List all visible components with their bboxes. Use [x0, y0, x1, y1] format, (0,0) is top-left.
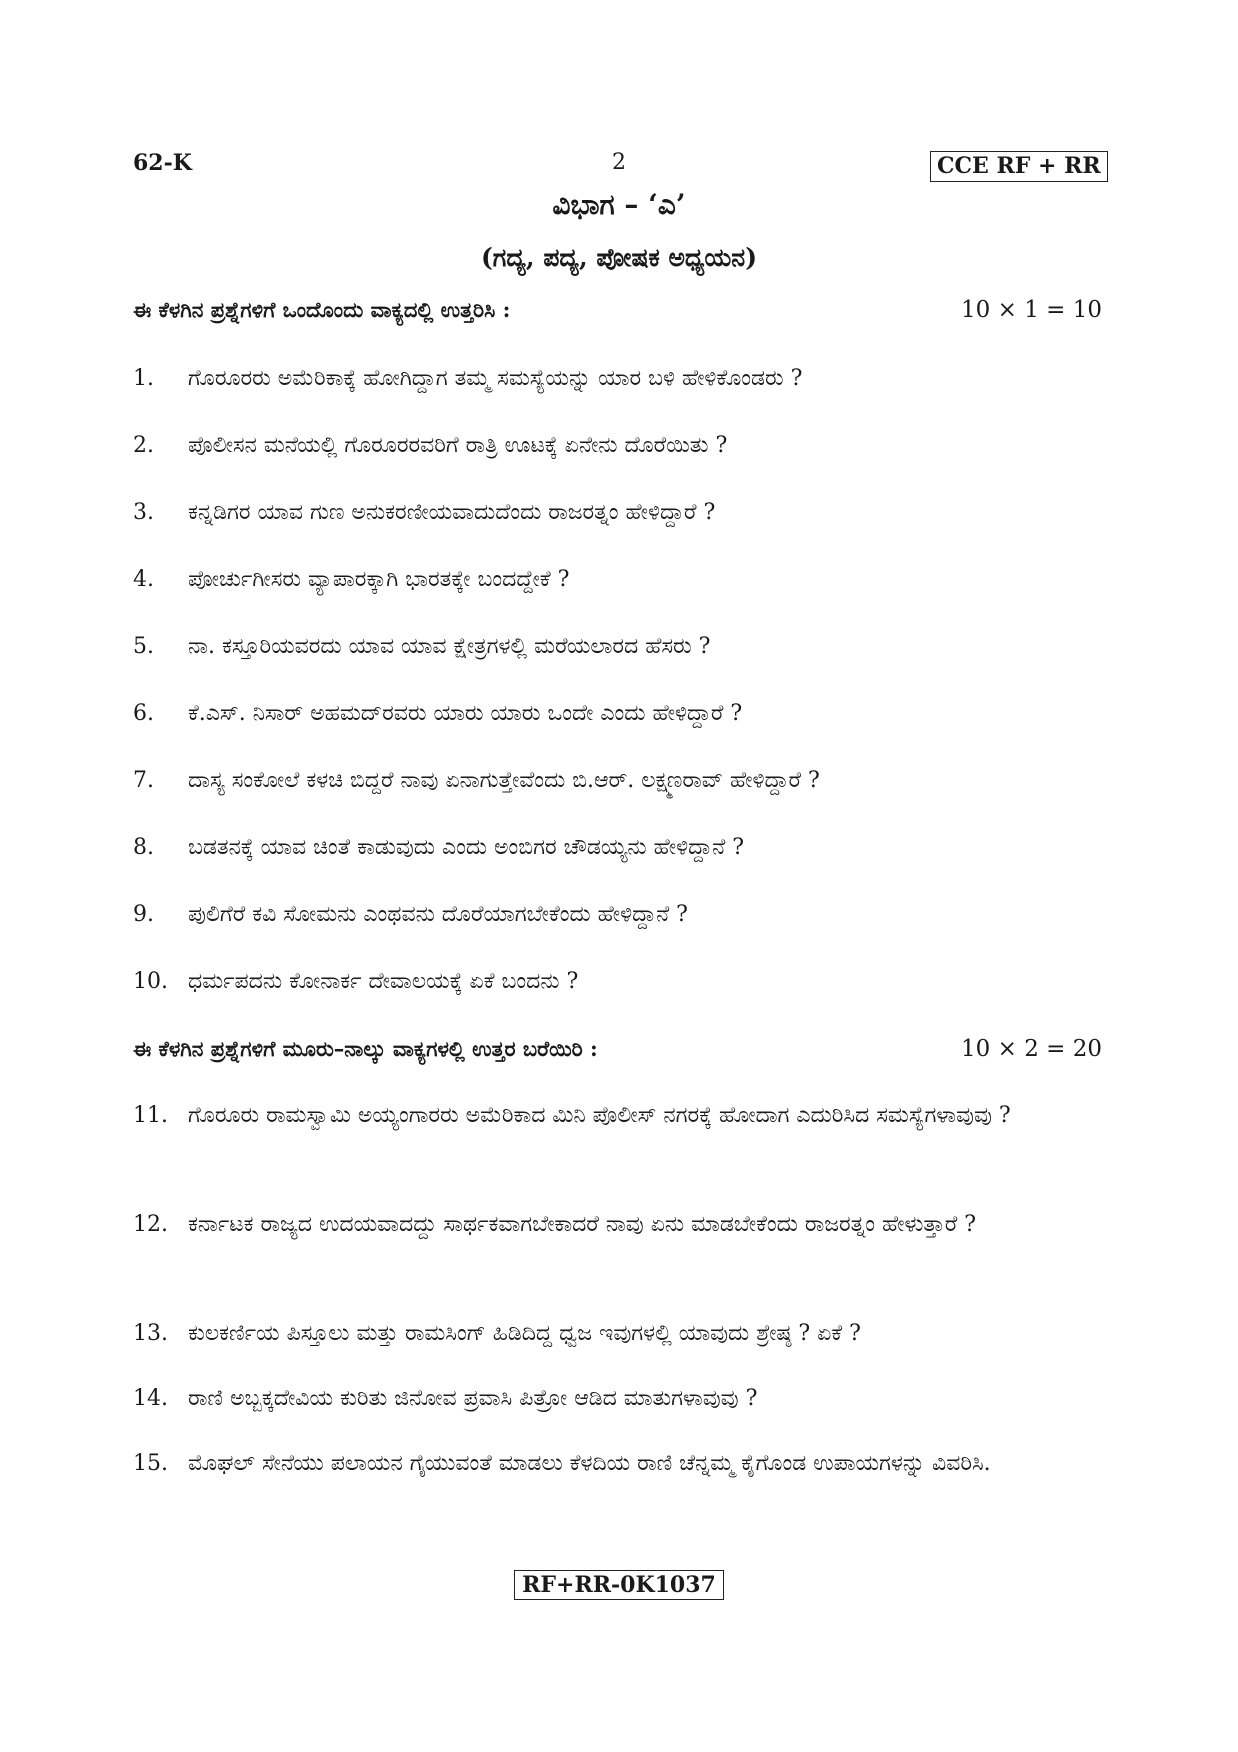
question-text: ಪುಲಿಗೆರೆ ಕವಿ ಸೋಮನು ಎಂಥವನು ದೊರೆಯಾಗಬೇಕೆಂದು ಹೇಳಿದ್ದಾನೆ ? [188, 902, 688, 927]
footer-code-box [0, 1570, 1238, 1600]
question-text: ಕರ್ನಾಟಕ ರಾಜ್ಯದ ಉದಯವಾದದ್ದು ಸಾರ್ಥಕವಾಗಬೇಕಾದರೆ ನಾವು ಏನು ಮಾಡಬೇಕೆಂದು ರಾಜರತ್ನಂ ಹೇಳುತ್ತಾರೆ ? [188, 1212, 977, 1237]
paper-code: 62-K [133, 150, 192, 176]
footer-code: RF+RR-0K1037 [514, 1570, 724, 1600]
part2-instruction: ಈ ಕೆಳಗಿನ ಪ್ರಶ್ನೆಗಳಿಗೆ ಮೂರು–ನಾಲ್ಕು ವಾಕ್ಯಗಳಲ್ಲಿ ಉತ್ತರ ಬರೆಯಿರಿ : [133, 1036, 598, 1061]
question-item [133, 894, 1103, 935]
question-number: 11. [133, 1103, 168, 1128]
question-text: ಧರ್ಮಪದನು ಕೋನಾರ್ಕ ದೇವಾಲಯಕ್ಕೆ ಏಕೆ ಬಂದನು ? [188, 969, 579, 994]
question-number: 8. [133, 835, 154, 860]
question-item [133, 961, 1103, 1002]
question-item [133, 1378, 1103, 1419]
question-number: 6. [133, 701, 154, 726]
question-item [133, 1443, 1103, 1484]
question-text: ಪೊಲೀಸನ ಮನೆಯಲ್ಲಿ ಗೊರೂರರವರಿಗೆ ರಾತ್ರಿ ಊಟಕ್ಕೆ ಏನೇನು ದೊರೆಯಿತು ? [188, 433, 728, 458]
question-number: 5. [133, 634, 154, 659]
question-item [133, 1095, 1103, 1136]
question-item [133, 1204, 1103, 1245]
part2-marks: 10 × 2 = 20 [961, 1036, 1102, 1062]
question-text: ಬಡತನಕ್ಕೆ ಯಾವ ಚಿಂತೆ ಕಾಡುವುದು ಎಂದು ಅಂಬಿಗರ ಚೌಡಯ್ಯನು ಹೇಳಿದ್ದಾನೆ ? [188, 835, 744, 860]
question-text: ಗೊರೂರರು ಅಮೆರಿಕಾಕ್ಕೆ ಹೋಗಿದ್ದಾಗ ತಮ್ಮ ಸಮಸ್ಯೆಯನ್ನು ಯಾರ ಬಳಿ ಹೇಳಿಕೊಂಡರು ? [188, 366, 803, 391]
question-item [133, 827, 1103, 868]
question-text: ನಾ. ಕಸ್ತೂರಿಯವರದು ಯಾವ ಯಾವ ಕ್ಷೇತ್ರಗಳಲ್ಲಿ ಮರೆಯಲಾರದ ಹೆಸರು ? [188, 634, 711, 659]
question-item [133, 626, 1103, 667]
question-item [133, 693, 1103, 734]
section-title: ವಿಭಾಗ – ‘ಎ’ [552, 188, 686, 221]
question-number: 9. [133, 902, 154, 927]
question-number: 1. [133, 366, 154, 391]
question-number: 15. [133, 1451, 168, 1476]
question-item [133, 1313, 1103, 1354]
question-text: ಪೋರ್ಚುಗೀಸರು ವ್ಯಾಪಾರಕ್ಕಾಗಿ ಭಾರತಕ್ಕೇ ಬಂದದ್ದೇಕೆ ? [188, 567, 570, 592]
question-number: 12. [133, 1212, 168, 1237]
question-text: ದಾಸ್ಯ ಸಂಕೋಲೆ ಕಳಚಿ ಬಿದ್ದರೆ ನಾವು ಏನಾಗುತ್ತೇವೆಂದು ಬಿ.ಆರ್. ಲಕ್ಷ್ಮಣರಾವ್ ಹೇಳಿದ್ದಾರೆ ? [188, 768, 820, 793]
question-text: ಕುಲಕರ್ಣಿಯ ಪಿಸ್ತೂಲು ಮತ್ತು ರಾಮಸಿಂಗ್ ಹಿಡಿದಿದ್ದ ಧ್ವಜ ಇವುಗಳಲ್ಲಿ ಯಾವುದು ಶ್ರೇಷ್ಠ ? ಏಕೆ ? [188, 1321, 861, 1346]
question-item [133, 760, 1103, 801]
question-number: 4. [133, 567, 154, 592]
question-item [133, 559, 1103, 600]
question-number: 2. [133, 433, 154, 458]
question-number: 3. [133, 500, 154, 525]
part1-marks: 10 × 1 = 10 [961, 297, 1102, 323]
page-number: 2 [612, 150, 626, 175]
question-item [133, 492, 1103, 533]
question-text: ಕನ್ನಡಿಗರ ಯಾವ ಗುಣ ಅನುಕರಣೀಯವಾದುದೆಂದು ರಾಜರತ್ನಂ ಹೇಳಿದ್ದಾರೆ ? [188, 500, 716, 525]
part1-instruction: ಈ ಕೆಳಗಿನ ಪ್ರಶ್ನೆಗಳಿಗೆ ಒಂದೊಂದು ವಾಕ್ಯದಲ್ಲಿ ಉತ್ತರಿಸಿ : [133, 297, 511, 322]
question-number: 14. [133, 1386, 168, 1411]
question-item [133, 358, 1103, 399]
question-text: ರಾಣಿ ಅಬ್ಬಕ್ಕದೇವಿಯ ಕುರಿತು ಜಿನೋವ ಪ್ರವಾಸಿ ಪಿತ್ರೋ ಆಡಿದ ಮಾತುಗಳಾವುವು ? [188, 1386, 758, 1411]
question-text: ಮೊಘಲ್ ಸೇನೆಯು ಪಲಾಯನ ಗೈಯುವಂತೆ ಮಾಡಲು ಕೆಳದಿಯ ರಾಣಿ ಚೆನ್ನಮ್ಮ ಕೈಗೊಂಡ ಉಪಾಯಗಳನ್ನು ವಿವರಿಸಿ. [188, 1451, 991, 1476]
question-number: 7. [133, 768, 154, 793]
question-text: ಕೆ.ಎಸ್. ನಿಸಾರ್ ಅಹಮದ್‌ರವರು ಯಾರು ಯಾರು ಒಂದೇ ಎಂದು ಹೇಳಿದ್ದಾರೆ ? [188, 701, 743, 726]
question-item [133, 425, 1103, 466]
series-box: CCE RF + RR [930, 151, 1108, 182]
question-text: ಗೊರೂರು ರಾಮಸ್ವಾಮಿ ಅಯ್ಯಂಗಾರರು ಅಮೆರಿಕಾದ ಮಿನಿ ಪೊಲೀಸ್ ನಗರಕ್ಕೆ ಹೋದಾಗ ಎದುರಿಸಿದ ಸಮಸ್ಯೆಗಳಾವುವು ? [188, 1103, 1011, 1128]
question-number: 10. [133, 969, 168, 994]
section-subtitle: (ಗದ್ಯ, ಪದ್ಯ, ಪೋಷಕ ಅಧ್ಯಯನ) [480, 243, 758, 272]
question-number: 13. [133, 1321, 168, 1346]
